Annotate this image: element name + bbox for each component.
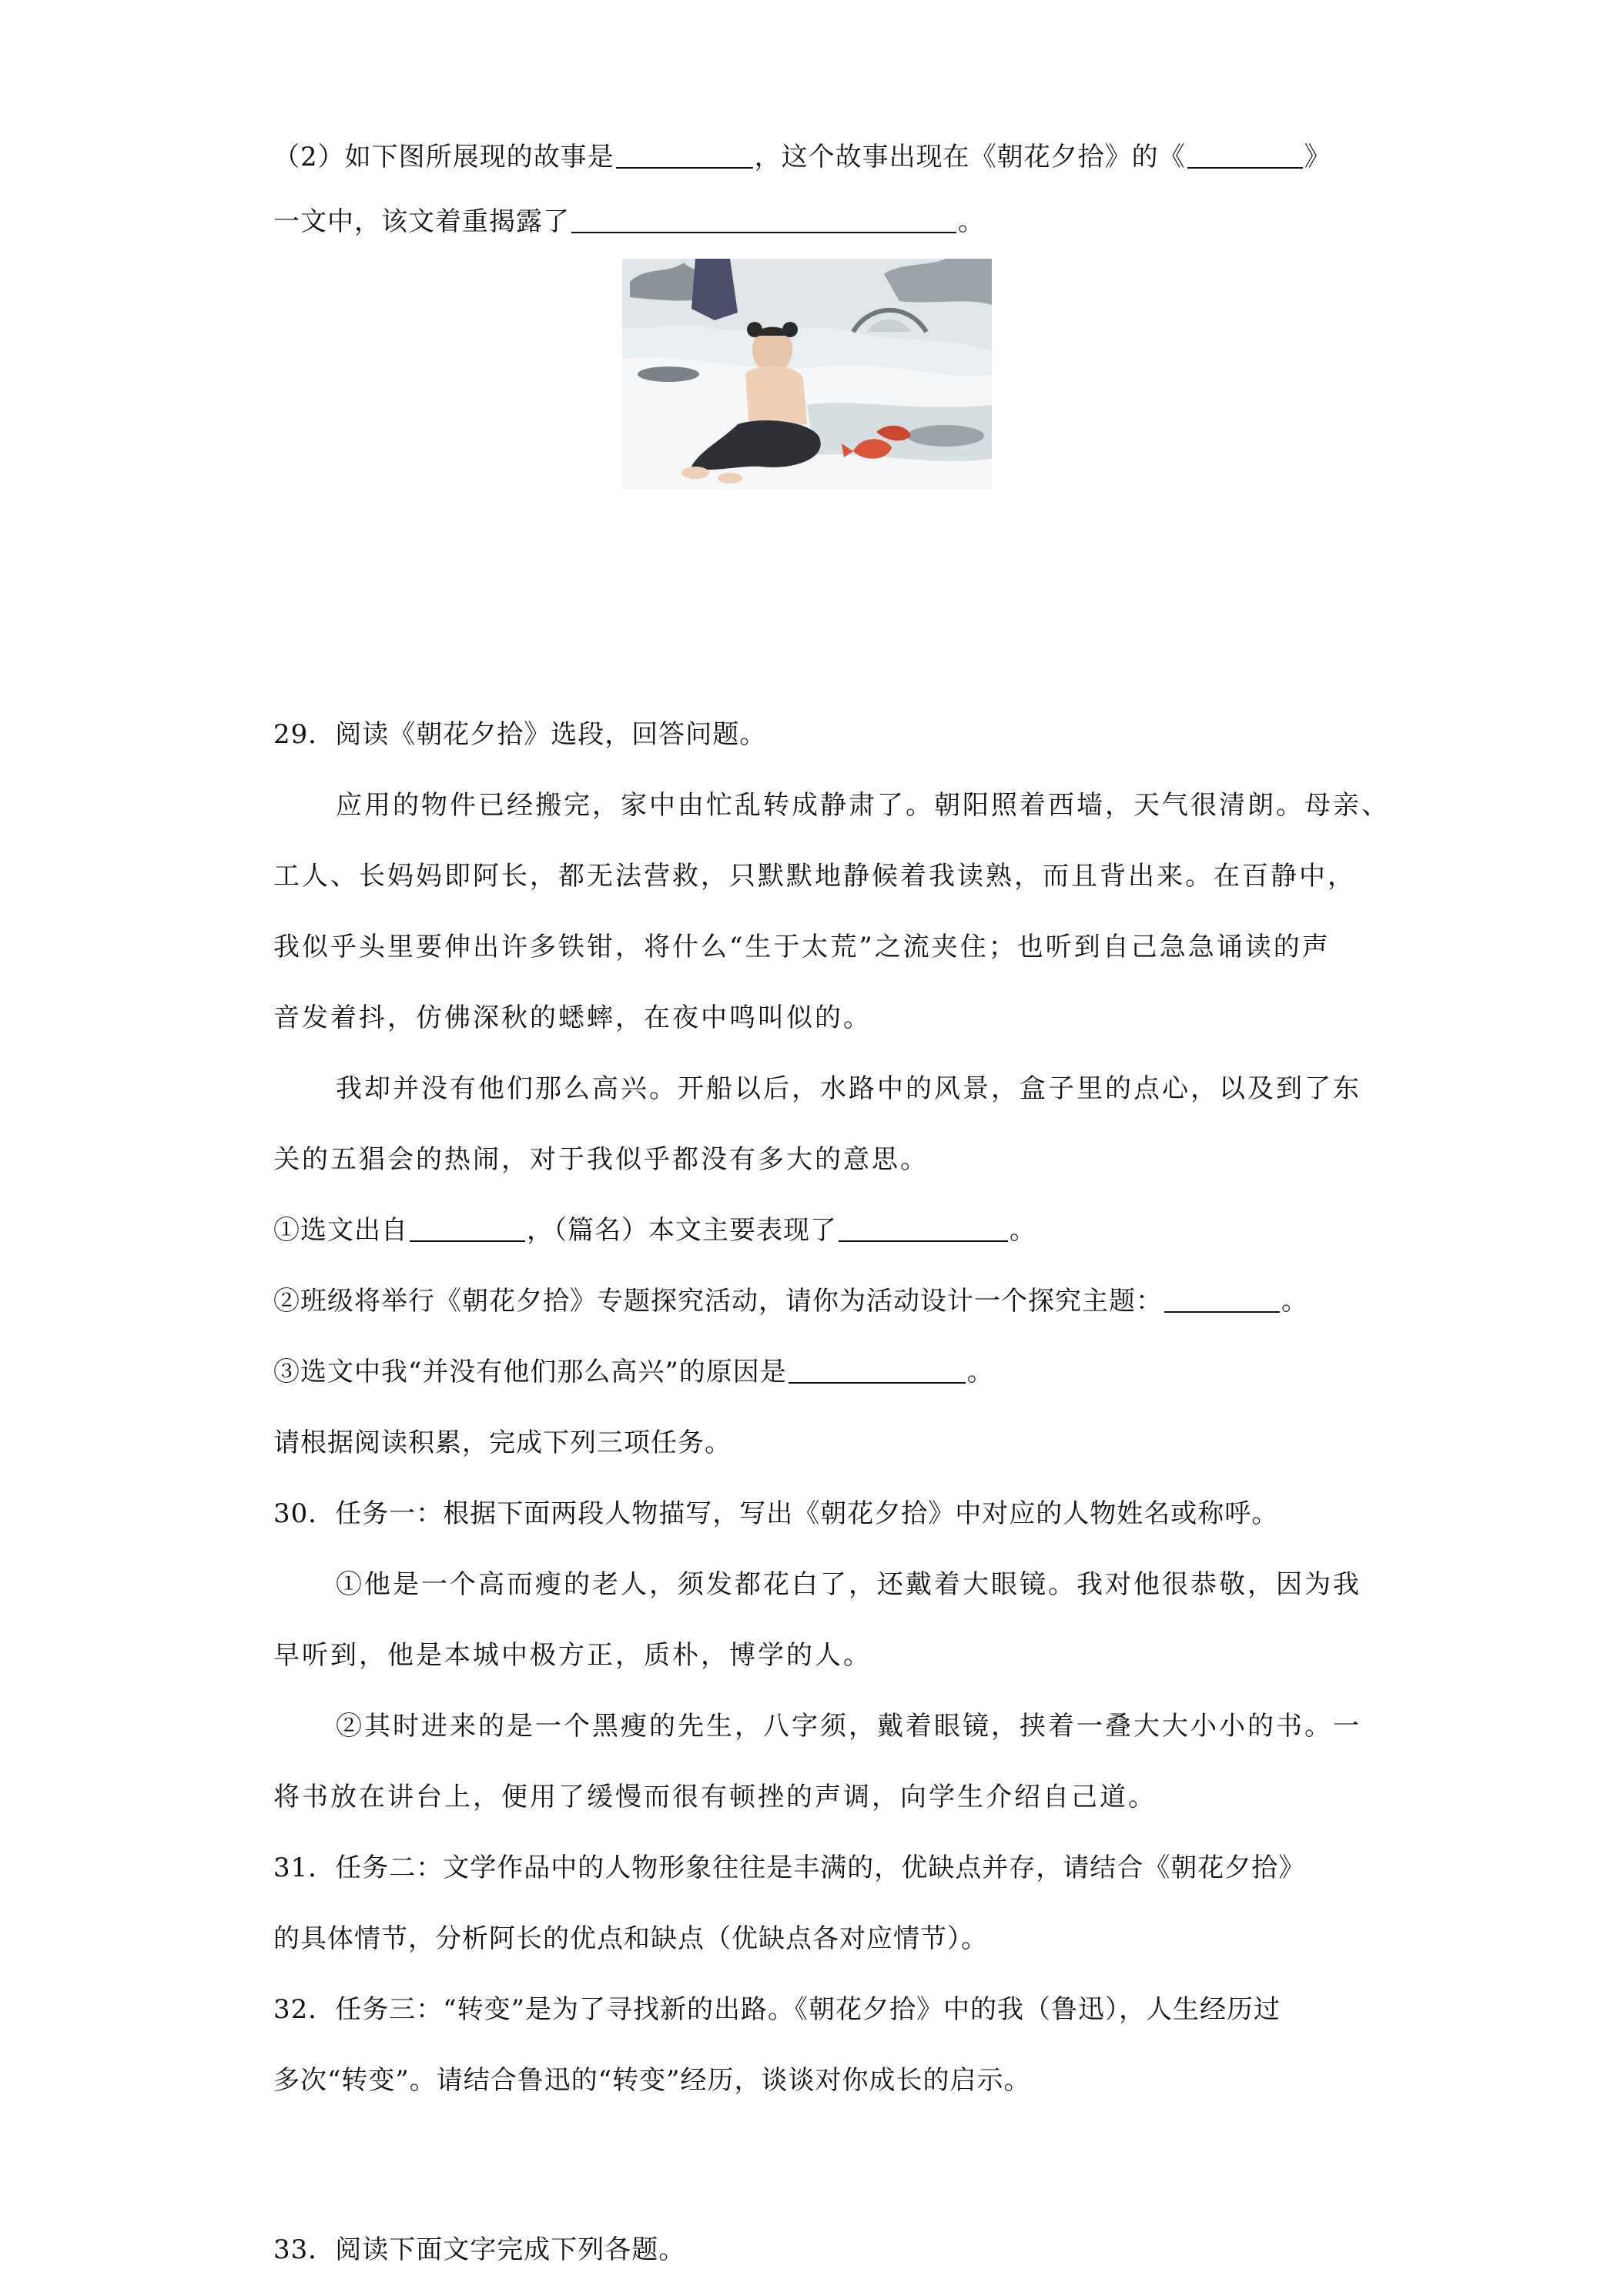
q28-text-a: （2）如下图所展现的故事是 <box>273 142 614 172</box>
q29-sub1-text-a: ①选文出自 <box>273 1215 408 1246</box>
q29-sub2 <box>273 1284 1351 1318</box>
q29-passage-line: 音发着抖，仿佛深秋的蟋蟀，在夜中鸣叫似的。 <box>273 1002 872 1033</box>
q28-part2-line2 <box>273 205 1351 239</box>
story-illustration <box>622 259 992 490</box>
q28-text-d: 一文中，该文着重揭露了 <box>273 206 570 237</box>
q31-line1: 31．任务二：文学作品中的人物形象往往是丰满的，优缺点并存，请结合《朝花夕拾》 <box>273 1853 1306 1883</box>
q33-title: 33．阅读下面文字完成下列各题。 <box>273 2234 686 2265</box>
q29-passage-line: 应用的物件已经搬完，家中由忙乱转成静肃了。朝阳照着西墙，天气很清朗。母亲、 <box>336 790 1390 821</box>
q28-text-b: ，这个故事出现在《朝花夕拾》的《 <box>754 142 1186 172</box>
task-intro: 请根据阅读积累，完成下列三项任务。 <box>273 1427 732 1458</box>
answer-blank[interactable] <box>410 1217 525 1242</box>
q29-sub1-text-c: 。 <box>1010 1215 1036 1246</box>
q29-title: 29．阅读《朝花夕拾》选段，回答问题。 <box>273 719 767 750</box>
q29-sub1 <box>273 1213 1351 1247</box>
q30-passage-line: 早听到，他是本城中极方正，质朴，博学的人。 <box>273 1640 872 1671</box>
q32-line2: 多次“转变”。请结合鲁迅的“转变”经历，谈谈对你成长的启示。 <box>273 2065 1031 2096</box>
answer-blank[interactable] <box>1164 1288 1280 1313</box>
answer-blank[interactable] <box>1187 144 1303 169</box>
q30-passage-line: ②其时进来的是一个黑瘦的先生，八字须，戴着眼镜，挟着一叠大大小小的书。一 <box>336 1711 1361 1742</box>
q29-sub3 <box>273 1355 1351 1389</box>
q29-passage-line: 我却并没有他们那么高兴。开船以后，水路中的风景，盒子里的点心，以及到了东 <box>336 1073 1361 1104</box>
q30-passage-line: 将书放在讲台上，便用了缓慢而很有顿挫的声调，向学生介绍自己道。 <box>273 1782 1157 1812</box>
q30-passage-line: ①他是一个高而瘦的老人，须发都花白了，还戴着大眼镜。我对他很恭敬，因为我 <box>336 1569 1361 1600</box>
q29-sub3-text-b: 。 <box>966 1357 994 1387</box>
answer-blank[interactable] <box>839 1217 1008 1242</box>
q28-text-c: 》 <box>1304 142 1331 172</box>
q29-passage-line: 工人、长妈妈即阿长，都无法营救，只默默地静候着我读熟，而且背出来。在百静中， <box>273 861 1356 892</box>
q29-sub3-text-a: ③选文中我“并没有他们那么高兴”的原因是 <box>273 1357 787 1387</box>
answer-blank[interactable] <box>571 209 956 233</box>
q29-sub1-text-b: ，（篇名）本文主要表现了 <box>527 1215 837 1246</box>
q30-title: 30．任务一：根据下面两段人物描写，写出《朝花夕拾》中对应的人物姓名或称呼。 <box>273 1498 1279 1529</box>
answer-blank[interactable] <box>789 1359 966 1384</box>
q29-sub2-text-b: 。 <box>1281 1286 1308 1317</box>
q29-passage-line: 我似乎头里要伸出许多铁钳，将什么“生于太荒”之流夹住；也听到自己急急诵读的声 <box>273 932 1331 962</box>
q31-line2: 的具体情节，分析阿长的优点和缺点（优缺点各对应情节）。 <box>273 1923 988 1954</box>
q32-line1: 32．任务三：“转变”是为了寻找新的出路。《朝花夕拾》中的我（鲁迅），人生经历过 <box>273 1994 1281 2025</box>
answer-blank[interactable] <box>616 144 753 169</box>
q29-sub2-text-a: ②班级将举行《朝花夕拾》专题探究活动，请你为活动设计一个探究主题： <box>273 1286 1163 1317</box>
q28-part2-line1 <box>273 140 1351 174</box>
q29-passage-line: 关的五猖会的热闹，对于我似乎都没有多大的意思。 <box>273 1144 929 1175</box>
q28-text-e: 。 <box>958 206 985 237</box>
